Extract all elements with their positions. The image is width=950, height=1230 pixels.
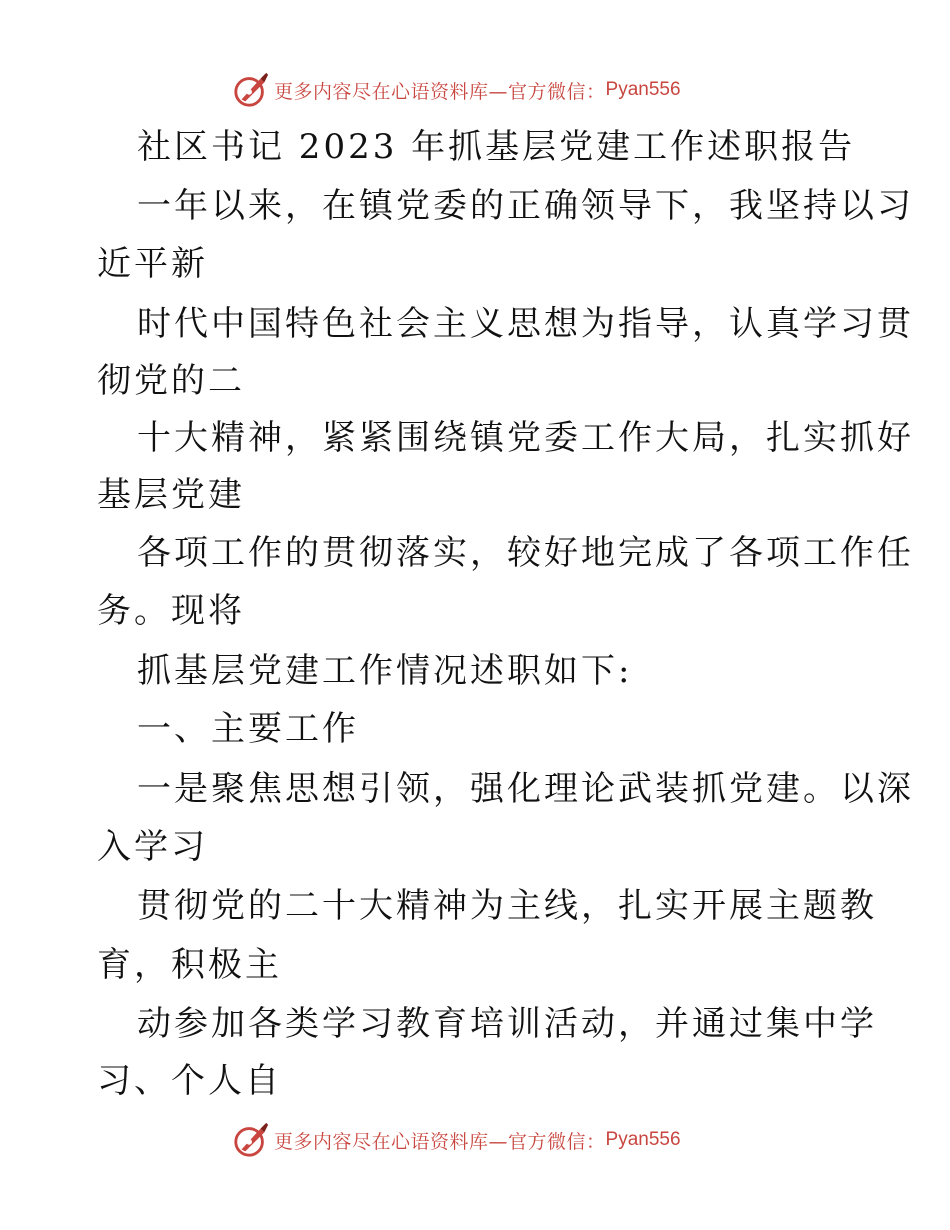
- paragraph-line: 一是聚焦思想引领，强化理论武装抓党建。以深: [137, 769, 914, 809]
- paragraph-line: 贯彻党的二十大精神为主线，扎实开展主题教: [137, 886, 877, 926]
- section-heading: 一、主要工作: [137, 709, 359, 749]
- header-watermark-banner: [232, 70, 681, 110]
- paragraph-line: 入学习: [97, 827, 208, 867]
- paragraph-line: 习、个人自: [97, 1061, 282, 1101]
- paragraph-line: 时代中国特色社会主义思想为指导，认真学习贯: [137, 304, 914, 344]
- footer-watermark-banner: [232, 1120, 681, 1160]
- paragraph-line: 基层党建: [97, 475, 245, 515]
- banner-text: 更多内容尽在心语资料库—官方微信：: [274, 80, 606, 103]
- banner-text: 更多内容尽在心语资料库—官方微信：: [274, 1130, 606, 1153]
- paragraph-line: 动参加各类学习教育培训活动，并通过集中学: [137, 1004, 877, 1044]
- banner-handle: Pyan556: [605, 79, 681, 100]
- paragraph-line: 各项工作的贯彻落实，较好地完成了各项工作任: [137, 533, 914, 573]
- paragraph-line: 近平新: [97, 244, 208, 284]
- paragraph-line: 一年以来，在镇党委的正确领导下，我坚持以习: [137, 186, 914, 226]
- paragraph-line: 育，积极主: [97, 945, 282, 985]
- quill-pen-logo-icon: [232, 1121, 270, 1159]
- document-title: 社区书记 2023 年抓基层党建工作述职报告: [137, 127, 856, 167]
- quill-pen-logo-icon: [232, 71, 270, 109]
- paragraph-line: 十大精神，紧紧围绕镇党委工作大局，扎实抓好: [137, 418, 914, 458]
- paragraph-line: 务。现将: [97, 591, 245, 631]
- paragraph-line: 彻党的二: [97, 361, 245, 401]
- paragraph-line: 抓基层党建工作情况述职如下:: [137, 651, 633, 691]
- banner-handle: Pyan556: [605, 1129, 681, 1150]
